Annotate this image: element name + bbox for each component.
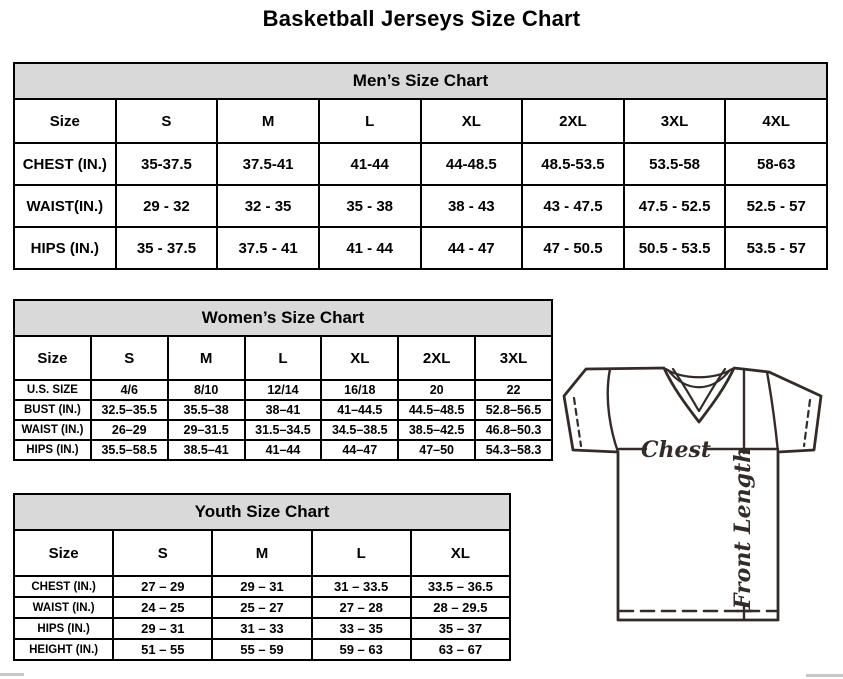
table-cell: 22 xyxy=(475,380,552,400)
table-cell: 50.5 - 53.5 xyxy=(624,227,726,269)
table-cell: 4/6 xyxy=(91,380,168,400)
youth-size-chart-table xyxy=(13,493,511,661)
table-row xyxy=(14,639,510,660)
table-cell: 58-63 xyxy=(725,143,827,185)
front-length-label: Front Length xyxy=(730,446,756,610)
row-label: CHEST (IN.) xyxy=(14,576,113,597)
row-label: HIPS (IN.) xyxy=(14,227,116,269)
table-cell: 27 – 28 xyxy=(312,597,411,618)
column-header: L xyxy=(312,530,411,576)
row-label: BUST (IN.) xyxy=(14,400,91,420)
table-title-row xyxy=(14,63,827,99)
table-cell: 29 – 31 xyxy=(212,576,311,597)
table-cell: 31.5–34.5 xyxy=(245,420,322,440)
table-cell: 32 - 35 xyxy=(217,185,319,227)
table-cell: 52.5 - 57 xyxy=(725,185,827,227)
table-cell: 47–50 xyxy=(398,440,475,460)
table-title: Women’s Size Chart xyxy=(14,300,552,336)
table-title-row xyxy=(14,300,552,336)
table-row xyxy=(14,597,510,618)
table-title-row xyxy=(14,494,510,530)
table-cell: 44-48.5 xyxy=(421,143,523,185)
jersey-measurement-diagram xyxy=(556,360,843,626)
table-cell: 46.8–50.3 xyxy=(475,420,552,440)
table-cell: 55 – 59 xyxy=(212,639,311,660)
column-header: S xyxy=(113,530,212,576)
table-cell: 41–44.5 xyxy=(321,400,398,420)
column-header: 2XL xyxy=(398,336,475,380)
table-cell: 44.5–48.5 xyxy=(398,400,475,420)
row-label: WAIST(IN.) xyxy=(14,185,116,227)
table-cell: 35 - 38 xyxy=(319,185,421,227)
table-row xyxy=(14,227,827,269)
column-header: XL xyxy=(421,99,523,143)
row-label: HEIGHT (IN.) xyxy=(14,639,113,660)
table-cell: 31 – 33.5 xyxy=(312,576,411,597)
left-cuff-dashed-line xyxy=(574,398,581,446)
table-title: Men’s Size Chart xyxy=(14,63,827,99)
chest-label: Chest xyxy=(640,437,712,463)
table-cell: 51 – 55 xyxy=(113,639,212,660)
table-cell: 44–47 xyxy=(321,440,398,460)
table-cell: 28 – 29.5 xyxy=(411,597,510,618)
table-cell: 38.5–42.5 xyxy=(398,420,475,440)
row-label: WAIST (IN.) xyxy=(14,597,113,618)
column-header: M xyxy=(168,336,245,380)
table-cell: 38 - 43 xyxy=(421,185,523,227)
row-label: HIPS (IN.) xyxy=(14,618,113,639)
row-label: CHEST (IN.) xyxy=(14,143,116,185)
column-header: XL xyxy=(411,530,510,576)
table-cell: 27 – 29 xyxy=(113,576,212,597)
table-cell: 25 – 27 xyxy=(212,597,311,618)
table-cell: 31 – 33 xyxy=(212,618,311,639)
table-cell: 38.5–41 xyxy=(168,440,245,460)
column-header-row xyxy=(14,336,552,380)
table-cell: 54.3–58.3 xyxy=(475,440,552,460)
row-label: U.S. SIZE xyxy=(14,380,91,400)
table-cell: 47 - 50.5 xyxy=(522,227,624,269)
table-cell: 53.5 - 57 xyxy=(725,227,827,269)
horizontal-scrollbar-fragment-left[interactable] xyxy=(0,673,24,676)
left-sleeve-seam xyxy=(608,369,618,452)
table-cell: 41 - 44 xyxy=(319,227,421,269)
right-cuff-dashed-line xyxy=(804,400,810,446)
table-row xyxy=(14,420,552,440)
table-cell: 59 – 63 xyxy=(312,639,411,660)
jersey-outline xyxy=(564,368,821,620)
womens-size-chart-table xyxy=(13,299,553,461)
table-row xyxy=(14,400,552,420)
table-cell: 44 - 47 xyxy=(421,227,523,269)
table-row xyxy=(14,440,552,460)
table-cell: 29 - 32 xyxy=(116,185,218,227)
table-cell: 48.5-53.5 xyxy=(522,143,624,185)
table-row xyxy=(14,185,827,227)
table-cell: 8/10 xyxy=(168,380,245,400)
table-cell: 43 - 47.5 xyxy=(522,185,624,227)
table-cell: 41-44 xyxy=(319,143,421,185)
table-row xyxy=(14,380,552,400)
table-cell: 34.5–38.5 xyxy=(321,420,398,440)
table-cell: 37.5-41 xyxy=(217,143,319,185)
column-header: 3XL xyxy=(624,99,726,143)
horizontal-scrollbar-fragment-right[interactable] xyxy=(806,674,843,677)
table-cell: 35.5–38 xyxy=(168,400,245,420)
table-cell: 29–31.5 xyxy=(168,420,245,440)
table-cell: 32.5–35.5 xyxy=(91,400,168,420)
table-cell: 41–44 xyxy=(245,440,322,460)
table-cell: 63 – 67 xyxy=(411,639,510,660)
column-header: Size xyxy=(14,336,91,380)
column-header: 4XL xyxy=(725,99,827,143)
table-cell: 53.5-58 xyxy=(624,143,726,185)
column-header: XL xyxy=(321,336,398,380)
table-cell: 33 – 35 xyxy=(312,618,411,639)
table-cell: 52.8–56.5 xyxy=(475,400,552,420)
column-header-row xyxy=(14,99,827,143)
table-cell: 38–41 xyxy=(245,400,322,420)
table-row xyxy=(14,143,827,185)
table-cell: 35 - 37.5 xyxy=(116,227,218,269)
table-cell: 26–29 xyxy=(91,420,168,440)
column-header: S xyxy=(91,336,168,380)
column-header: L xyxy=(245,336,322,380)
table-cell: 29 – 31 xyxy=(113,618,212,639)
table-cell: 37.5 - 41 xyxy=(217,227,319,269)
row-label: WAIST (IN.) xyxy=(14,420,91,440)
column-header: S xyxy=(116,99,218,143)
column-header: Size xyxy=(14,530,113,576)
column-header: M xyxy=(217,99,319,143)
table-cell: 12/14 xyxy=(245,380,322,400)
mens-size-chart-table xyxy=(13,62,828,270)
column-header: M xyxy=(212,530,311,576)
right-sleeve-seam xyxy=(767,372,778,452)
column-header: 2XL xyxy=(522,99,624,143)
column-header: L xyxy=(319,99,421,143)
table-cell: 35 – 37 xyxy=(411,618,510,639)
table-cell: 35.5–58.5 xyxy=(91,440,168,460)
table-cell: 33.5 – 36.5 xyxy=(411,576,510,597)
table-cell: 20 xyxy=(398,380,475,400)
page-title: Basketball Jerseys Size Chart xyxy=(262,6,581,31)
table-title: Youth Size Chart xyxy=(14,494,510,530)
table-row xyxy=(14,618,510,639)
table-cell: 16/18 xyxy=(321,380,398,400)
collar-arc-inner xyxy=(668,370,730,387)
column-header: 3XL xyxy=(475,336,552,380)
row-label: HIPS (IN.) xyxy=(14,440,91,460)
column-header: Size xyxy=(14,99,116,143)
table-cell: 47.5 - 52.5 xyxy=(624,185,726,227)
table-cell: 24 – 25 xyxy=(113,597,212,618)
table-cell: 35-37.5 xyxy=(116,143,218,185)
column-header-row xyxy=(14,530,510,576)
table-row xyxy=(14,576,510,597)
